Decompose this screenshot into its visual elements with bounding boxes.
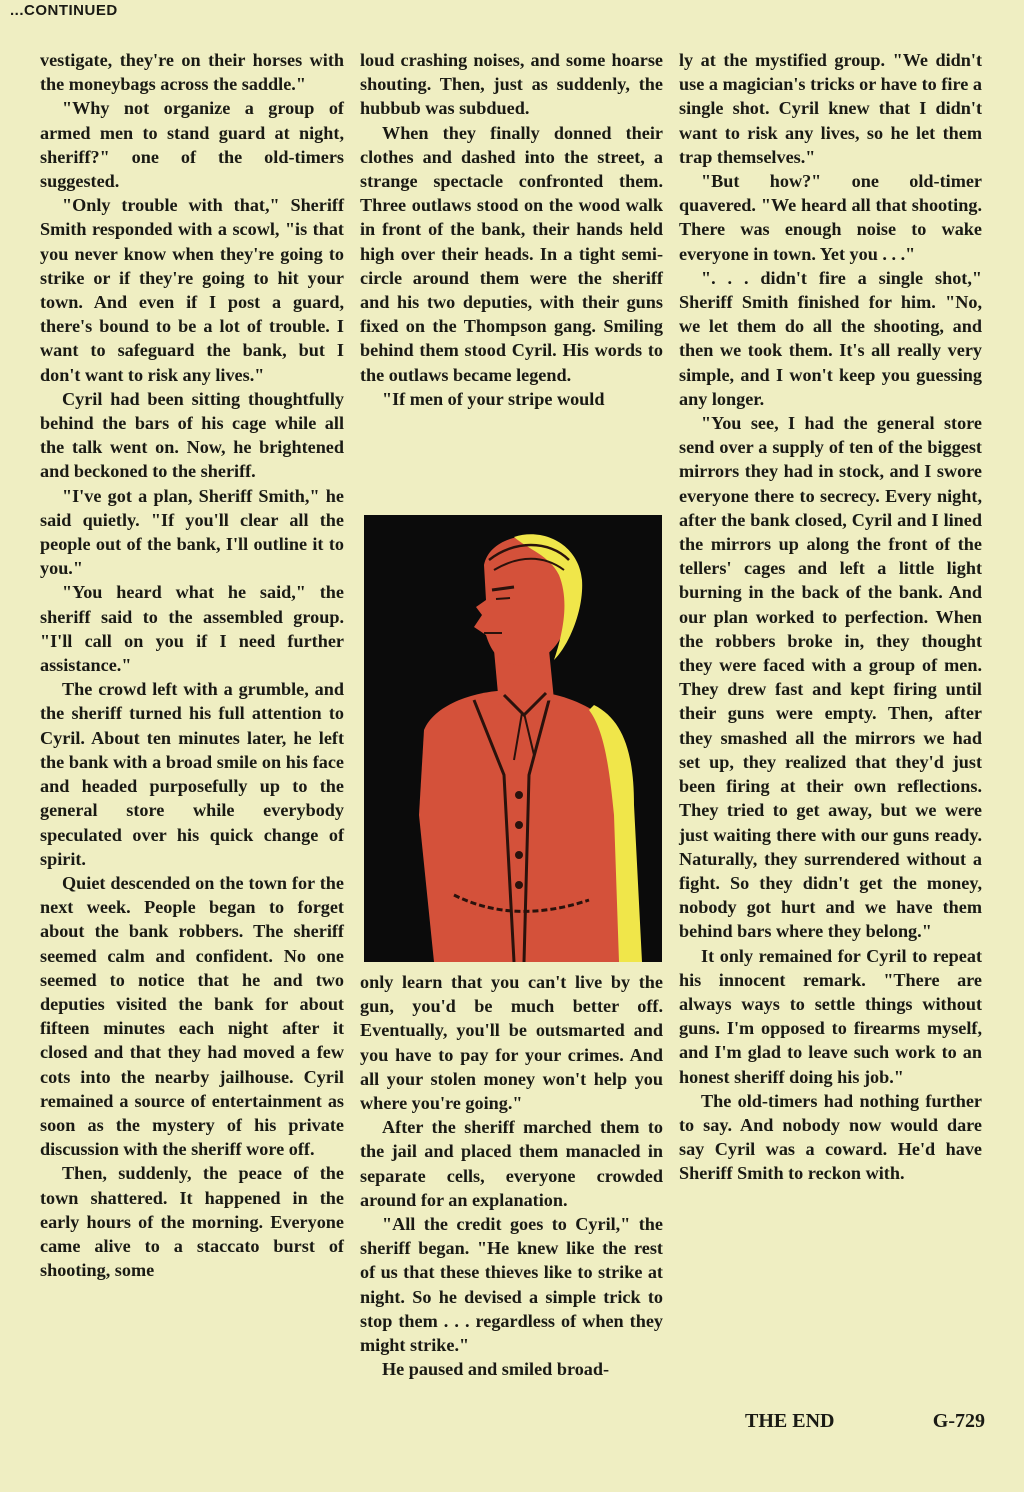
text-column-2-continuation xyxy=(360,970,663,1381)
paragraph: "Only trouble with that," Sheriff Smith responded with a scowl, "is that you never know when they're going to strike or if they're going to hit your town. And even if I post a guard, there's bound to be a lot of trouble. I want to safeguard the bank, but I don't want to risk any lives." xyxy=(40,195,344,385)
paragraph: "But how?" one old-timer quavered. "We heard all that shooting. There was enough noise to wake everyone in town. Yet you . . ." xyxy=(679,171,982,264)
paragraph: After the sheriff marched them to the jail and placed them manacled in separate cells, everyone crowded around for an explanation. xyxy=(360,1117,663,1210)
paragraph: only learn that you can't live by the gun, you'd be much better off. Eventually, you'll be outsmarted and you have to pay for your crimes. And all your stolen money won't help you where you're going." xyxy=(360,972,663,1114)
cyril-illustration xyxy=(364,515,662,962)
paragraph: "You see, I had the general store send over a supply of ten of the biggest mirrors they had in stock, and I swore everyone there to secrecy. Every night, after the bank closed, Cyril and I lined the mirrors up along the front of the tellers' cages and left a little light burning in the back of the bank. And our plan worked to perfection. When the robbers broke in, they thought they were faced with a group of men. They drew fast and kept firing until their guns were empty. Then, after they smashed all the mirrors we had set up, they realized that they'd just been firing at their own reflections. They tried to get away, but we were just waiting there with our guns ready. Naturally, they surrendered without a fight. So they didn't get the money, nobody got hurt and we have them behind bars where they belong." xyxy=(679,413,982,942)
paragraph: ly at the mystified group. "We didn't use a magician's tricks or have to fire a single shot. Cyril knew that I didn't want to risk any lives, so he let them trap themselves." xyxy=(679,50,982,167)
paragraph: It only remained for Cyril to repeat his innocent remark. "There are always ways to settle things without guns. I'm opposed to firearms myself, and I'm glad to leave such work to an honest sheriff doing his job." xyxy=(679,945,982,1087)
paragraph: When they finally donned their clothes and dashed into the street, a strange spectacle confronted them. Three outlaws stood on the wood walk in front of the bank, their hands held high over their heads. In a tight semi-circle around them were the sheriff and his two deputies, with their guns fixed on the Thompson gang. Smiling behind them stood Cyril. His words to the outlaws became legend. xyxy=(360,122,663,385)
paragraph: The old-timers had nothing further to say. And nobody now would dare say Cyril was a coward. He'd have Sheriff Smith to reckon with. xyxy=(679,1090,982,1184)
page-code: G-729 xyxy=(932,1410,985,1432)
text-column-2 xyxy=(360,48,663,1380)
paragraph: Then, suddenly, the peace of the town shattered. It happened in the early hours of the morning. Everyone came alive to a staccato burst of shooting, some xyxy=(40,1163,344,1281)
paragraph: Quiet descended on the town for the next week. People began to forget about the bank robbers. The sheriff seemed calm and confident. No one seemed to notice that he and two deputies visited the bank for about fifteen minutes each night after it closed and that they had moved a few cots into the nearby jailhouse. Cyril remained a source of entertainment as soon as the mystery of his private discussion with the sheriff wore off. xyxy=(40,872,344,1160)
text-column-3 xyxy=(679,48,982,1186)
paragraph: "All the credit goes to Cyril," the sheriff began. "He knew like the rest of us that these thieves like to strike at night. So he devised a simple trick to stop them . . . regardless of when they might strike." xyxy=(360,1214,663,1356)
paragraph: vestigate, they're on their horses with the moneybags across the saddle." xyxy=(40,50,344,95)
paragraph: "If men of your stripe would xyxy=(382,388,605,409)
paragraph: The crowd left with a grumble, and the sheriff turned his full attention to Cyril. About ten minutes later, he left the bank with a broad smile on his face and headed purposefully up to the general store while everybody speculated over his quick change of spirit. xyxy=(40,679,344,869)
paragraph: "I've got a plan, Sheriff Smith," he said quietly. "If you'll clear all the people out of the bank, I'll outline it to you." xyxy=(40,485,344,579)
paragraph: "Why not organize a group of armed men to stand guard at night, sheriff?" one of the old-timers suggested. xyxy=(40,98,344,192)
continued-header: ...CONTINUED xyxy=(10,2,118,19)
text-column-1 xyxy=(40,48,344,1282)
paragraph: "You heard what he said," the sheriff said to the assembled group. "I'll call on you if I need further assistance." xyxy=(40,582,344,676)
paragraph: ". . . didn't fire a single shot," Sheriff Smith finished for him. "No, we let them do all the shooting, and then we took them. It's all really very simple, and I won't keep you guessing any longer. xyxy=(679,267,982,409)
paragraph: loud crashing noises, and some hoarse shouting. Then, just as suddenly, the hubbub was subdued. xyxy=(360,50,663,119)
paragraph: He paused and smiled broad- xyxy=(382,1359,610,1380)
paragraph: Cyril had been sitting thoughtfully behind the bars of his cage while all the talk went on. Now, he brightened and beckoned to the sheriff. xyxy=(40,388,344,482)
the-end-label: THE END xyxy=(745,1410,835,1432)
